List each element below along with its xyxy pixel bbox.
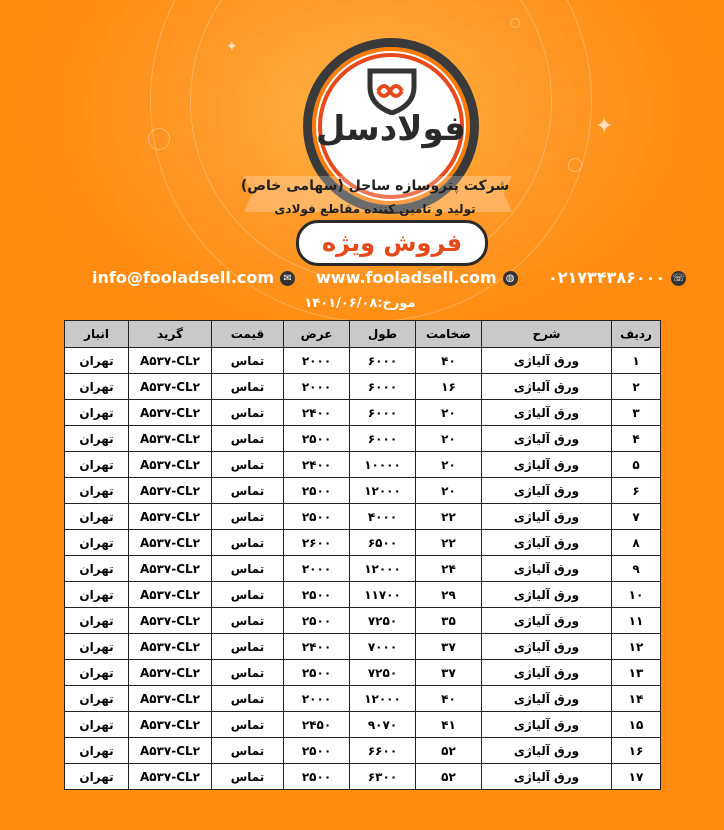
- decorative-circle: [148, 128, 170, 150]
- cell-width: ۲۰۰۰: [284, 348, 350, 374]
- phone-text: ۰۲۱۷۳۴۳۸۶۰۰۰: [548, 268, 666, 287]
- cell-description: ورق آلیاژی: [482, 478, 612, 504]
- cell-warehouse: تهران: [65, 608, 129, 634]
- header-price: قیمت: [212, 321, 284, 348]
- cell-thickness: ۲۰: [416, 400, 482, 426]
- decorative-circle: [510, 18, 520, 28]
- table-row: [65, 478, 661, 504]
- cell-price: تماس: [212, 478, 284, 504]
- cell-warehouse: تهران: [65, 452, 129, 478]
- mail-icon: ✉: [280, 271, 295, 286]
- table-row: [65, 374, 661, 400]
- cell-description: ورق آلیاژی: [482, 686, 612, 712]
- cell-width: ۲۵۰۰: [284, 764, 350, 790]
- cell-length: ۱۲۰۰۰: [350, 478, 416, 504]
- cell-grade: A۵۳۷-CL۲: [129, 374, 212, 400]
- cell-grade: A۵۳۷-CL۲: [129, 348, 212, 374]
- cell-price: تماس: [212, 660, 284, 686]
- special-sale-badge: فروش ویژه: [296, 220, 488, 266]
- cell-warehouse: تهران: [65, 582, 129, 608]
- cell-grade: A۵۳۷-CL۲: [129, 582, 212, 608]
- cell-thickness: ۵۲: [416, 764, 482, 790]
- cell-length: ۷۰۰۰: [350, 634, 416, 660]
- sparkle-icon: ✦: [595, 114, 614, 139]
- cell-description: ورق آلیاژی: [482, 348, 612, 374]
- cell-price: تماس: [212, 582, 284, 608]
- cell-row-number: ۱۷: [612, 764, 661, 790]
- decorative-circle: [568, 158, 582, 172]
- cell-warehouse: تهران: [65, 400, 129, 426]
- table-row: [65, 400, 661, 426]
- cell-width: ۲۵۰۰: [284, 504, 350, 530]
- cell-grade: A۵۳۷-CL۲: [129, 504, 212, 530]
- table-row: [65, 530, 661, 556]
- cell-description: ورق آلیاژی: [482, 556, 612, 582]
- table-row: [65, 582, 661, 608]
- cell-length: ۶۰۰۰: [350, 348, 416, 374]
- table-row: [65, 686, 661, 712]
- cell-thickness: ۳۷: [416, 660, 482, 686]
- cell-thickness: ۳۷: [416, 634, 482, 660]
- cell-description: ورق آلیاژی: [482, 426, 612, 452]
- cell-width: ۲۰۰۰: [284, 686, 350, 712]
- cell-length: ۶۰۰۰: [350, 400, 416, 426]
- contact-email[interactable]: [92, 268, 295, 287]
- cell-grade: A۵۳۷-CL۲: [129, 530, 212, 556]
- cell-grade: A۵۳۷-CL۲: [129, 686, 212, 712]
- table-row: [65, 634, 661, 660]
- cell-price: تماس: [212, 738, 284, 764]
- cell-width: ۲۴۵۰: [284, 712, 350, 738]
- header-thickness: ضخامت: [416, 321, 482, 348]
- cell-price: تماس: [212, 348, 284, 374]
- cell-grade: A۵۳۷-CL۲: [129, 738, 212, 764]
- header-width: عرض: [284, 321, 350, 348]
- cell-thickness: ۴۰: [416, 348, 482, 374]
- cell-grade: A۵۳۷-CL۲: [129, 556, 212, 582]
- cell-thickness: ۲۰: [416, 426, 482, 452]
- cell-width: ۲۴۰۰: [284, 400, 350, 426]
- table-row: [65, 426, 661, 452]
- cell-width: ۲۴۰۰: [284, 452, 350, 478]
- cell-row-number: ۱۴: [612, 686, 661, 712]
- cell-width: ۲۵۰۰: [284, 738, 350, 764]
- cell-grade: A۵۳۷-CL۲: [129, 426, 212, 452]
- cell-length: ۶۳۰۰: [350, 764, 416, 790]
- shield-icon: [364, 65, 420, 115]
- cell-width: ۲۶۰۰: [284, 530, 350, 556]
- company-name: شرکت پتروسازه ساحل (سهامی خاص): [240, 178, 510, 194]
- cell-width: ۲۵۰۰: [284, 478, 350, 504]
- cell-description: ورق آلیاژی: [482, 660, 612, 686]
- cell-length: ۷۲۵۰: [350, 660, 416, 686]
- table-row: [65, 556, 661, 582]
- cell-thickness: ۲۴: [416, 556, 482, 582]
- cell-length: ۱۲۰۰۰: [350, 556, 416, 582]
- cell-warehouse: تهران: [65, 634, 129, 660]
- cell-width: ۲۵۰۰: [284, 582, 350, 608]
- cell-row-number: ۱۱: [612, 608, 661, 634]
- header-row-number: ردیف: [612, 321, 661, 348]
- table-row: [65, 452, 661, 478]
- cell-length: ۶۵۰۰: [350, 530, 416, 556]
- cell-thickness: ۲۰: [416, 478, 482, 504]
- cell-warehouse: تهران: [65, 738, 129, 764]
- table-row: [65, 764, 661, 790]
- cell-length: ۷۲۵۰: [350, 608, 416, 634]
- cell-description: ورق آلیاژی: [482, 582, 612, 608]
- table-body: [65, 348, 661, 790]
- cell-price: تماس: [212, 634, 284, 660]
- cell-warehouse: تهران: [65, 660, 129, 686]
- cell-row-number: ۱۲: [612, 634, 661, 660]
- cell-row-number: ۳: [612, 400, 661, 426]
- cell-price: تماس: [212, 556, 284, 582]
- email-text: info@fooladsell.com: [92, 268, 275, 287]
- cell-thickness: ۴۱: [416, 712, 482, 738]
- table-row: [65, 712, 661, 738]
- cell-grade: A۵۳۷-CL۲: [129, 452, 212, 478]
- cell-thickness: ۳۵: [416, 608, 482, 634]
- cell-length: ۱۱۷۰۰: [350, 582, 416, 608]
- logo-text: فولادسل: [315, 109, 467, 149]
- cell-warehouse: تهران: [65, 556, 129, 582]
- cell-thickness: ۲۲: [416, 504, 482, 530]
- cell-description: ورق آلیاژی: [482, 608, 612, 634]
- cell-length: ۹۰۷۰: [350, 712, 416, 738]
- globe-icon: ◍: [503, 271, 518, 286]
- header-length: طول: [350, 321, 416, 348]
- cell-description: ورق آلیاژی: [482, 712, 612, 738]
- header-grade: گرید: [129, 321, 212, 348]
- cell-warehouse: تهران: [65, 686, 129, 712]
- cell-width: ۲۵۰۰: [284, 660, 350, 686]
- cell-thickness: ۲۹: [416, 582, 482, 608]
- cell-description: ورق آلیاژی: [482, 400, 612, 426]
- cell-width: ۲۵۰۰: [284, 426, 350, 452]
- cell-row-number: ۹: [612, 556, 661, 582]
- table-row: [65, 738, 661, 764]
- table-row: [65, 660, 661, 686]
- cell-row-number: ۱۳: [612, 660, 661, 686]
- cell-width: ۲۰۰۰: [284, 374, 350, 400]
- cell-thickness: ۱۶: [416, 374, 482, 400]
- cell-width: ۲۰۰۰: [284, 556, 350, 582]
- header-description: شرح: [482, 321, 612, 348]
- website-text: www.fooladsell.com: [316, 268, 497, 287]
- contact-phone[interactable]: [548, 268, 686, 287]
- cell-price: تماس: [212, 686, 284, 712]
- cell-row-number: ۱: [612, 348, 661, 374]
- cell-warehouse: تهران: [65, 426, 129, 452]
- sparkle-icon: ✦: [226, 39, 238, 55]
- cell-length: ۶۰۰۰: [350, 426, 416, 452]
- cell-thickness: ۲۲: [416, 530, 482, 556]
- cell-row-number: ۸: [612, 530, 661, 556]
- phone-icon: ☏: [672, 273, 685, 284]
- cell-grade: A۵۳۷-CL۲: [129, 400, 212, 426]
- cell-description: ورق آلیاژی: [482, 738, 612, 764]
- cell-grade: A۵۳۷-CL۲: [129, 608, 212, 634]
- cell-warehouse: تهران: [65, 764, 129, 790]
- cell-price: تماس: [212, 374, 284, 400]
- cell-row-number: ۵: [612, 452, 661, 478]
- company-tagline: تولید و تامین کننده مقاطع فولادی: [274, 202, 476, 216]
- cell-grade: A۵۳۷-CL۲: [129, 660, 212, 686]
- cell-price: تماس: [212, 530, 284, 556]
- cell-price: تماس: [212, 764, 284, 790]
- cell-price: تماس: [212, 452, 284, 478]
- cell-row-number: ۱۰: [612, 582, 661, 608]
- table-row: [65, 348, 661, 374]
- cell-warehouse: تهران: [65, 478, 129, 504]
- cell-warehouse: تهران: [65, 712, 129, 738]
- cell-length: ۶۰۰۰: [350, 374, 416, 400]
- contact-website[interactable]: [316, 268, 518, 287]
- cell-length: ۶۶۰۰: [350, 738, 416, 764]
- cell-price: تماس: [212, 504, 284, 530]
- table-row: [65, 608, 661, 634]
- cell-grade: A۵۳۷-CL۲: [129, 478, 212, 504]
- table-header-row: [65, 321, 661, 348]
- cell-row-number: ۱۶: [612, 738, 661, 764]
- cell-warehouse: تهران: [65, 374, 129, 400]
- cell-thickness: ۲۰: [416, 452, 482, 478]
- table-row: [65, 504, 661, 530]
- cell-length: ۴۰۰۰: [350, 504, 416, 530]
- cell-grade: A۵۳۷-CL۲: [129, 764, 212, 790]
- cell-warehouse: تهران: [65, 530, 129, 556]
- cell-grade: A۵۳۷-CL۲: [129, 712, 212, 738]
- cell-length: ۱۰۰۰۰: [350, 452, 416, 478]
- cell-width: ۲۴۰۰: [284, 634, 350, 660]
- cell-thickness: ۴۰: [416, 686, 482, 712]
- cell-row-number: ۷: [612, 504, 661, 530]
- stock-table: [64, 320, 661, 790]
- cell-length: ۱۲۰۰۰: [350, 686, 416, 712]
- cell-row-number: ۶: [612, 478, 661, 504]
- cell-price: تماس: [212, 426, 284, 452]
- cell-description: ورق آلیاژی: [482, 530, 612, 556]
- cell-thickness: ۵۲: [416, 738, 482, 764]
- cell-warehouse: تهران: [65, 504, 129, 530]
- cell-width: ۲۵۰۰: [284, 608, 350, 634]
- cell-price: تماس: [212, 608, 284, 634]
- cell-warehouse: تهران: [65, 348, 129, 374]
- price-date: مورخ:۱۴۰۱/۰۶/۰۸: [304, 296, 416, 311]
- cell-description: ورق آلیاژی: [482, 634, 612, 660]
- header-warehouse: انبار: [65, 321, 129, 348]
- cell-row-number: ۴: [612, 426, 661, 452]
- cell-description: ورق آلیاژی: [482, 374, 612, 400]
- cell-description: ورق آلیاژی: [482, 504, 612, 530]
- cell-row-number: ۱۵: [612, 712, 661, 738]
- cell-description: ورق آلیاژی: [482, 764, 612, 790]
- cell-price: تماس: [212, 712, 284, 738]
- cell-price: تماس: [212, 400, 284, 426]
- cell-row-number: ۲: [612, 374, 661, 400]
- cell-grade: A۵۳۷-CL۲: [129, 634, 212, 660]
- cell-description: ورق آلیاژی: [482, 452, 612, 478]
